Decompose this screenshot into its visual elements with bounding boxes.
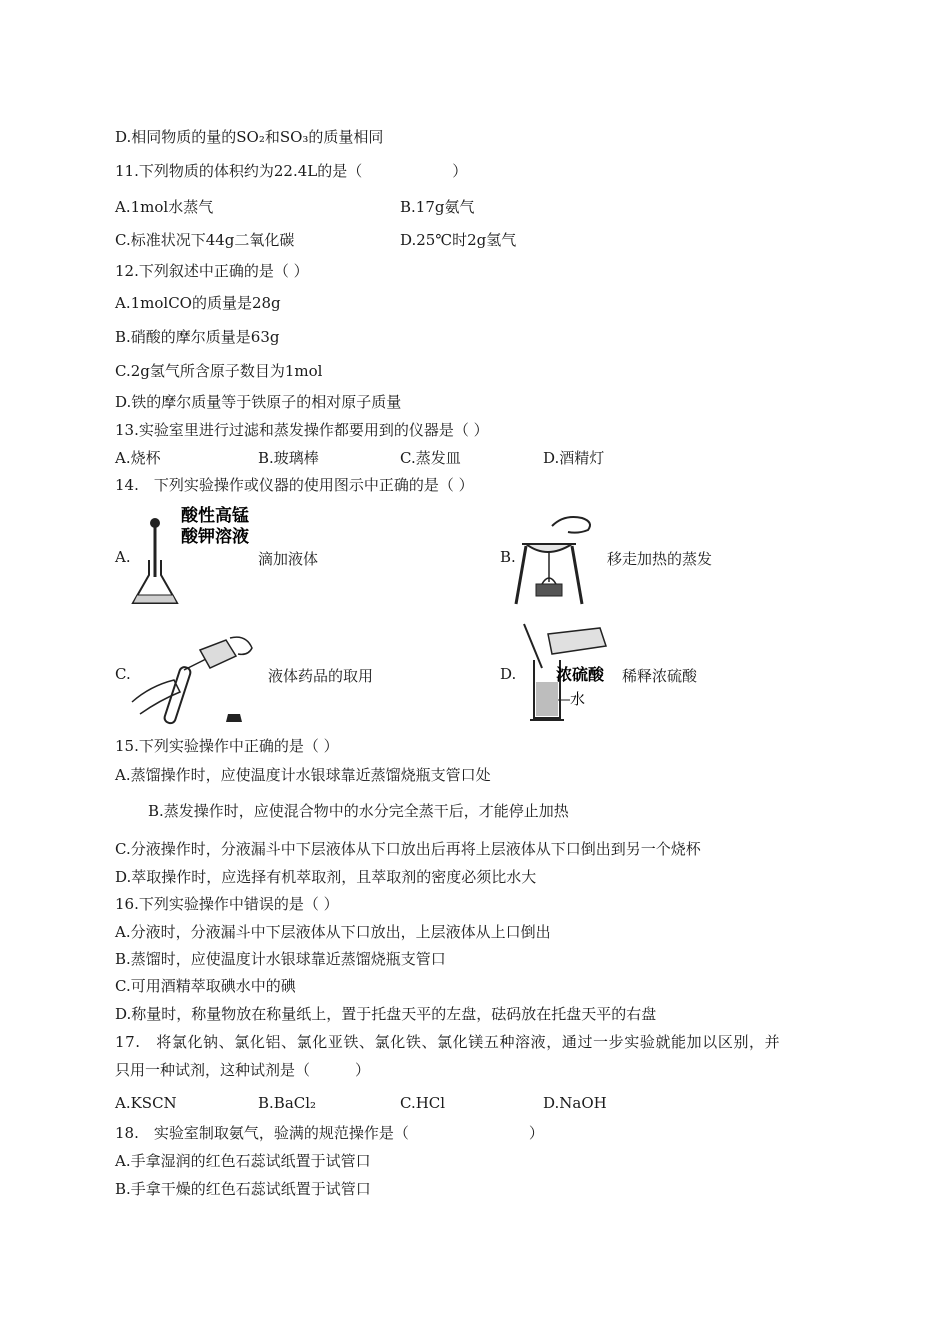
q13-stem: 13.实验室里进行过滤和蒸发操作都要用到的仪器是（ ） [115, 421, 489, 439]
q16-option-a: A.分液时，分液漏斗中下层液体从下口放出，上层液体从上口倒出 [115, 923, 551, 941]
figure-d-caption: 稀释浓硫酸 [622, 667, 698, 685]
figure-d-label1: 浓硫酸 [556, 665, 605, 684]
q15-option-c: C.分液操作时，分液漏斗中下层液体从下口放出后再将上层液体从下口倒出到另一个烧杯 [115, 840, 701, 858]
q11-stem: 11.下列物质的体积约为22.4L的是（ ） [115, 162, 468, 180]
figure-a-label2: 酸钾溶液 [181, 527, 249, 547]
q15-option-d: D.萃取操作时，应选择有机萃取剂，且萃取剂的密度必须比水大 [115, 868, 537, 886]
q17-option-a: A.KSCN [115, 1094, 177, 1112]
flask-dropper-icon [125, 505, 260, 610]
figure-c-caption: 液体药品的取用 [268, 667, 374, 685]
q10-option-d: D.相同物质的量的SO₂和SO₃的质量相同 [115, 128, 384, 146]
q13-option-c: C.蒸发皿 [400, 449, 461, 467]
q17-option-b: B.BaCl₂ [258, 1094, 317, 1112]
q15-option-b: B.蒸发操作时，应使混合物中的水分完全蒸干后，才能停止加热 [148, 802, 569, 820]
figure-a-letter: A. [115, 548, 131, 566]
q11-option-c: C.标准状况下44g二氧化碳 [115, 231, 295, 249]
figure-c-letter: C. [115, 665, 131, 683]
q12-stem: 12.下列叙述中正确的是（ ） [115, 262, 309, 280]
q11-option-a: A.1mol水蒸气 [115, 198, 214, 216]
q16-option-b: B.蒸馏时，应使温度计水银球靠近蒸馏烧瓶支管口 [115, 950, 446, 968]
q12-option-d: D.铁的摩尔质量等于铁原子的相对原子质量 [115, 393, 402, 411]
figure-d-label2: 水 [570, 690, 586, 708]
q16-option-d: D.称量时，称量物放在称量纸上，置于托盘天平的左盘，砝码放在托盘天平的右盘 [115, 1005, 657, 1023]
q12-option-a: A.1molCO的质量是28g [115, 294, 281, 312]
evaporating-dish-tripod-icon [512, 512, 602, 607]
q16-stem: 16.下列实验操作中错误的是（ ） [115, 895, 339, 913]
q17-stem-line1: 17. 将氯化钠、氯化铝、氯化亚铁、氯化铁、氯化镁五种溶液，通过一步实验就能加以区别，并 [115, 1033, 781, 1051]
graduated-cylinder-icon [512, 620, 622, 725]
q15-stem: 15.下列实验操作中正确的是（ ） [115, 737, 339, 755]
q18-stem: 18. 实验室制取氨气，验满的规范操作是（ ） [115, 1124, 544, 1142]
q18-option-a: A.手拿湿润的红色石蕊试纸置于试管口 [115, 1152, 371, 1170]
q15-option-a: A.蒸馏操作时，应使温度计水银球靠近蒸馏烧瓶支管口处 [115, 766, 491, 784]
q14-stem: 14. 下列实验操作或仪器的使用图示中正确的是（ ） [115, 476, 474, 494]
q12-option-b: B.硝酸的摩尔质量是63g [115, 328, 280, 346]
q13-option-d: D.酒精灯 [543, 449, 605, 467]
q17-option-c: C.HCl [400, 1094, 446, 1112]
figure-b-letter: B. [500, 548, 516, 566]
figure-a-label1: 酸性高锰 [181, 506, 249, 526]
q17-option-d: D.NaOH [543, 1094, 607, 1112]
pouring-test-tube-icon [130, 630, 265, 730]
figure-b-caption: 移走加热的蒸发 [607, 550, 713, 568]
q16-option-c: C.可用酒精萃取碘水中的碘 [115, 977, 296, 995]
q11-option-b: B.17g氨气 [400, 198, 475, 216]
q17-stem-line2: 只用一种试剂，这种试剂是（ ） [115, 1061, 371, 1079]
q13-option-a: A.烧杯 [115, 449, 161, 467]
q18-option-b: B.手拿干燥的红色石蕊试纸置于试管口 [115, 1180, 371, 1198]
q12-option-c: C.2g氢气所含原子数目为1mol [115, 362, 323, 380]
q13-option-b: B.玻璃棒 [258, 449, 319, 467]
figure-d-letter: D. [500, 665, 517, 683]
figure-a-caption: 滴加液体 [258, 550, 319, 568]
q11-option-d: D.25℃时2g氢气 [400, 231, 517, 249]
